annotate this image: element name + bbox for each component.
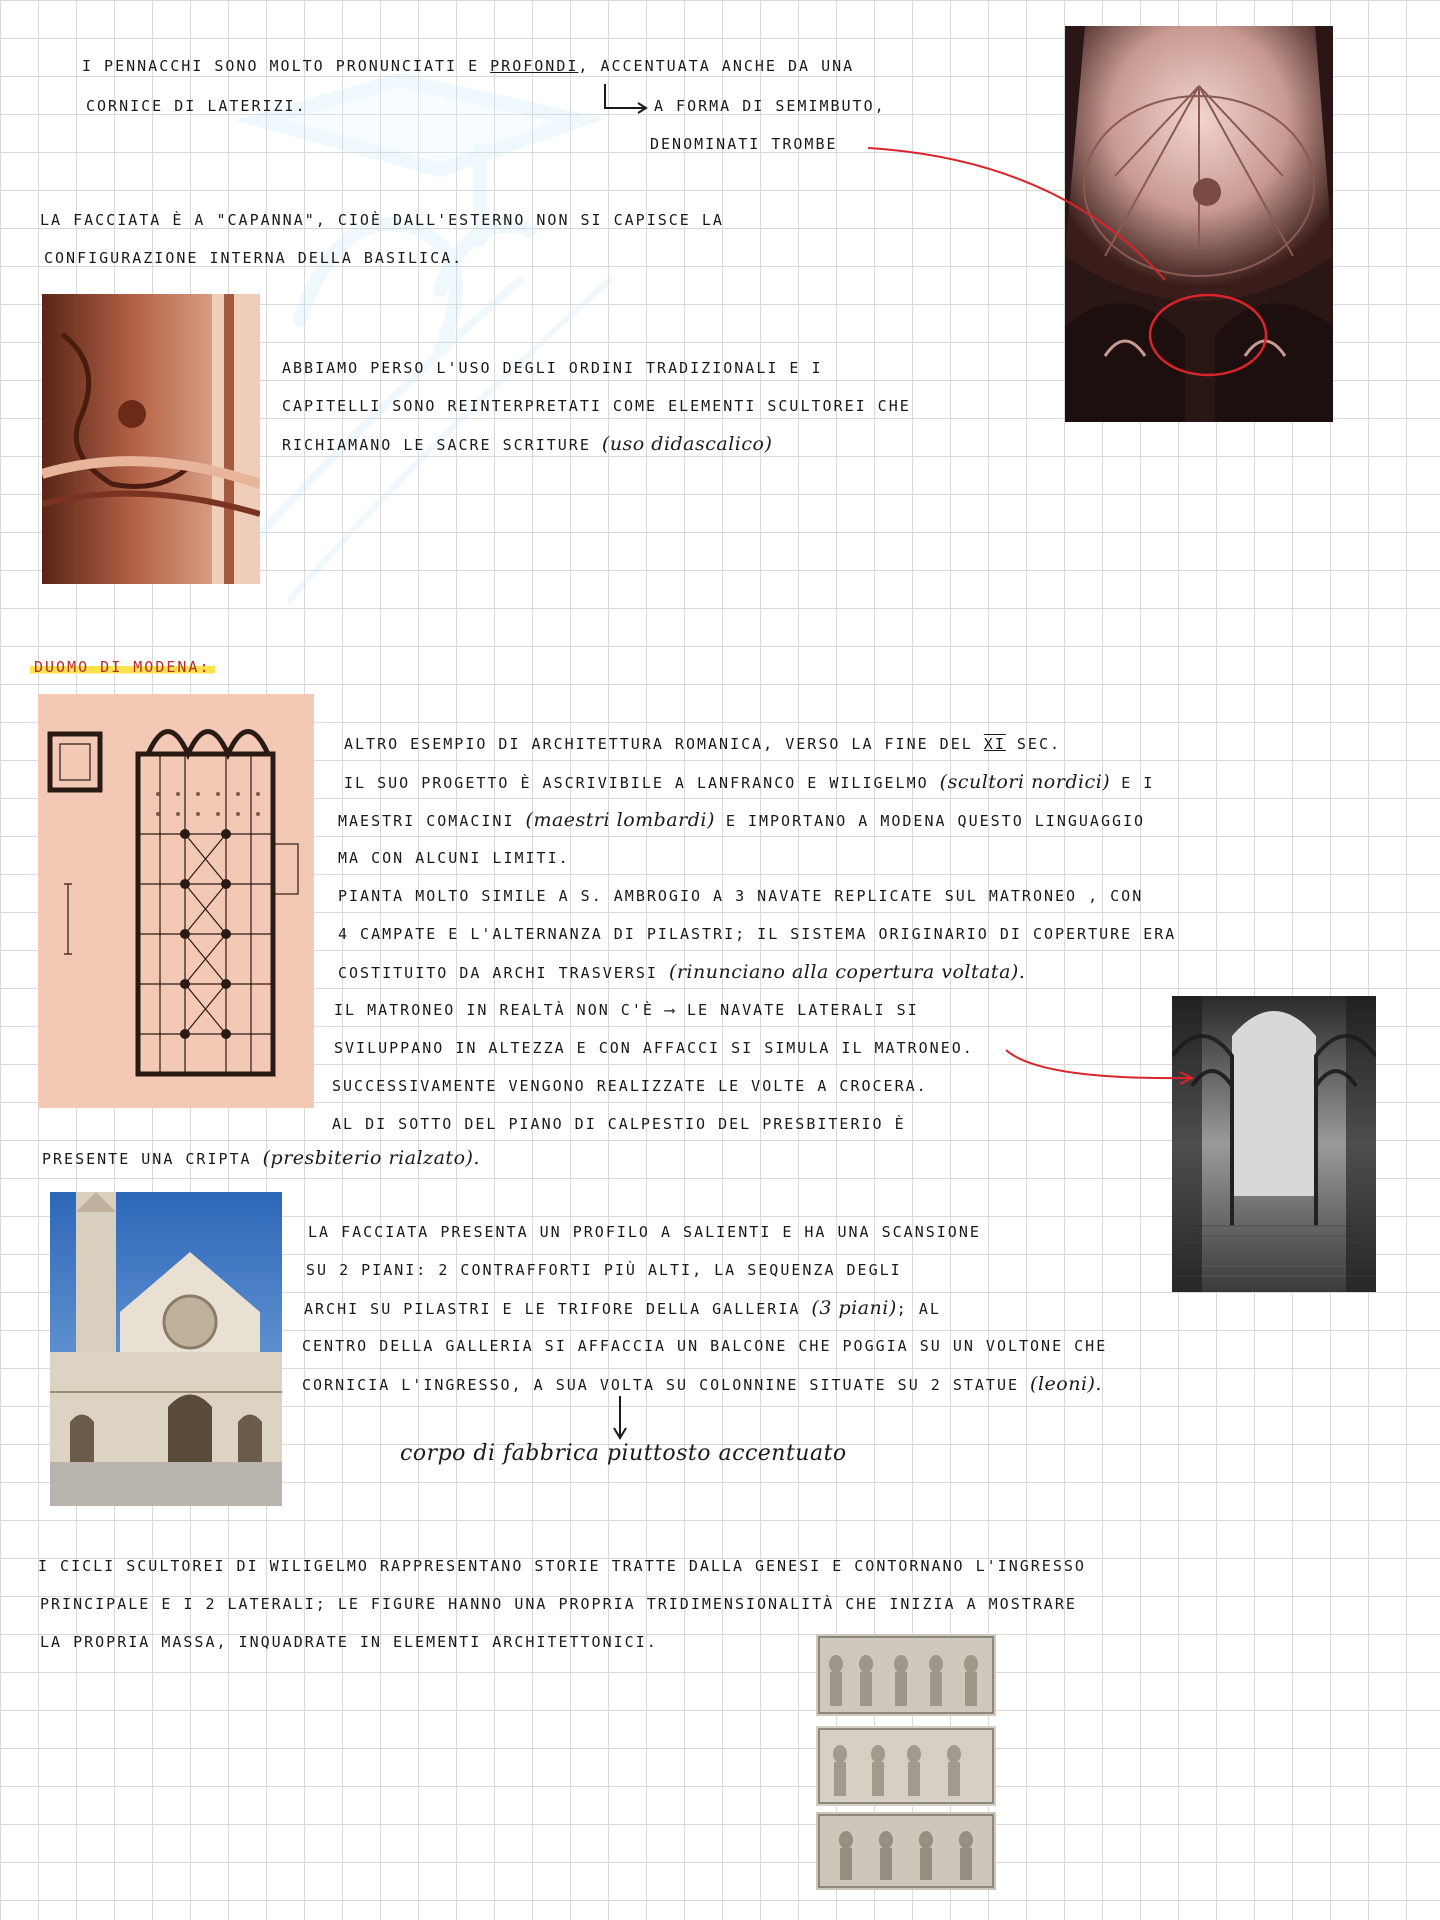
modena-line-2: IL SUO PROGETTO È ASCRIVIBILE A LANFRANCO E WILIGELMO (scultori nordici) E I [344,771,1155,793]
modena-line-12: PRESENTE UNA CRIPTA (presbiterio rialzato). [42,1147,480,1169]
capitelli-line-1: ABBIAMO PERSO L'USO DEGLI ORDINI TRADIZIONALI E I [282,359,823,377]
wiligelmo-line-1: I CICLI SCULTOREI DI WILIGELMO RAPPRESENTANO STORIE TRATTE DALLA GENESI E CONTORNANO L'INGRESSO [38,1557,1086,1575]
modena-line-3: MAESTRI COMACINI (maestri lombardi) E IMPORTANO A MODENA QUESTO LINGUAGGIO [338,809,1146,831]
facade-desc-line-1: LA FACCIATA PRESENTA UN PROFILO A SALIENTI E HA UNA SCANSIONE [308,1223,981,1241]
facade-note: corpo di fabbrica piuttosto accentuato [400,1441,847,1466]
down-arrow-icon [610,1396,630,1440]
wiligelmo-line-2: PRINCIPALE E I 2 LATERALI; LE FIGURE HANNO UNA PROPRIA TRIDIMENSIONALITÀ CHE INIZIA A MOSTRARE [40,1595,1077,1613]
roman-numeral: XI [983,735,1006,753]
pennacchi-line-2: CORNICE DI LATERIZI. [86,97,307,115]
facade-desc-line-2: SU 2 PIANI: 2 CONTRAFFORTI PIÙ ALTI, LA SEQUENZA DEGLI [306,1261,902,1279]
capitelli-line-3: RICHIAMANO LE SACRE SCRITURE (uso didascalico) [282,433,773,455]
capital-photo [42,294,260,584]
modena-line-7: COSTITUITO DA ARCHI TRASVERSI (rinunciano alla copertura voltata). [338,961,1026,983]
relief-panel-2 [816,1726,996,1806]
modena-line-8: IL MATRONEO IN REALTÀ NON C'È ⟶ LE NAVATE LATERALI SI [334,1001,919,1019]
relief-panel-3 [816,1812,996,1890]
relief-panel-1 [816,1634,996,1716]
modena-line-5: PIANTA MOLTO SIMILE A S. AMBROGIO A 3 NAVATE REPLICATE SUL MATRONEO , CON [338,887,1144,905]
modena-line-6: 4 CAMPATE E L'ALTERNANZA DI PILASTRI; IL SISTEMA ORIGINARIO DI COPERTURE ERA [338,925,1177,943]
floor-plan-image [38,694,314,1108]
pennacchi-line-1: I PENNACCHI SONO MOLTO PRONUNCIATI E PROFONDI, ACCENTUATA ANCHE DA UNA [82,57,855,75]
capitelli-line-2: CAPITELLI SONO REINTERPRETATI COME ELEMENTI SCULTOREI CHE [282,397,911,415]
modena-line-11: AL DI SOTTO DEL PIANO DI CALPESTIO DEL PRESBITERIO È [332,1115,906,1133]
branch-line-2: DENOMINATI TROMBE [650,135,838,153]
branch-arrow-icon [600,84,650,118]
facciata-line-1: LA FACCIATA È A "CAPANNA", CIOÈ DALL'ESTERNO NON SI CAPISCE LA [40,211,724,229]
modena-line-9: SVILUPPANO IN ALTEZZA E CON AFFACCI SI SIMULA IL MATRONEO. [334,1039,974,1057]
interior-nave-photo [1172,996,1376,1292]
modena-line-1: ALTRO ESEMPIO DI ARCHITETTURA ROMANICA, VERSO LA FINE DEL XI SEC. [344,735,1062,753]
modena-line-4: MA CON ALCUNI LIMITI. [338,849,570,867]
facciata-line-2: CONFIGURAZIONE INTERNA DELLA BASILICA. [44,249,464,267]
annotation-arrow-matroneo [1000,1040,1200,1090]
facade-photo [50,1192,282,1506]
branch-line-1: A FORMA DI SEMIMBUTO, [654,97,886,115]
modena-line-10: SUCCESSIVAMENTE VENGONO REALIZZATE LE VOLTE A CROCERA. [332,1077,928,1095]
annotation-arrow-trombe [860,140,1290,380]
facade-desc-line-4: CENTRO DELLA GALLERIA SI AFFACCIA UN BALCONE CHE POGGIA SU UN VOLTONE CHE [302,1337,1108,1355]
facade-desc-line-3: ARCHI SU PILASTRI E LE TRIFORE DELLA GALLERIA (3 piani); AL [304,1297,941,1319]
underlined-word: PROFONDI [490,57,579,75]
wiligelmo-line-3: LA PROPRIA MASSA, INQUADRATE IN ELEMENTI ARCHITETTONICI. [40,1633,658,1651]
section-heading-duomo: DUOMO DI MODENA: [30,658,215,676]
facade-desc-line-5: CORNICIA L'INGRESSO, A SUA VOLTA SU COLONNINE SITUATE SU 2 STATUE (leoni). [302,1373,1102,1395]
